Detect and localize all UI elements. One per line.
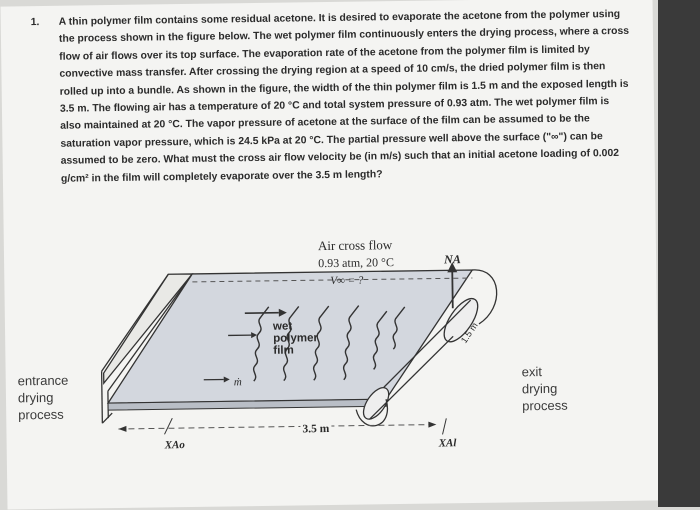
exit-line3: process <box>522 397 568 415</box>
entrance-line3: process <box>18 406 69 424</box>
drying-process-figure <box>92 226 596 498</box>
entrance-line2: drying <box>18 389 69 407</box>
wet-label-line2: polymer <box>273 332 318 345</box>
exit-line2: drying <box>522 380 568 398</box>
length-label: 3.5 m <box>300 422 331 437</box>
width-label: 1.5 m <box>457 320 482 347</box>
entrance-line1: entrance <box>18 372 69 390</box>
background-edge <box>658 0 700 507</box>
entrance-label <box>18 372 69 424</box>
exit-line1: exit <box>522 363 568 381</box>
mass-flow-label: ṁ <box>234 375 242 390</box>
problem-number: 1. <box>31 14 40 32</box>
problem-statement <box>31 6 633 188</box>
wet-label-line3: film <box>273 344 318 357</box>
page-sheet <box>1 0 660 510</box>
x-in-label: XAo <box>165 438 185 453</box>
exit-label <box>522 363 568 415</box>
air-flow-conditions: 0.93 atm, 20 °C <box>318 255 394 271</box>
wet-polymer-label <box>273 320 318 357</box>
wet-label-line1: wet <box>273 320 318 333</box>
x-out-label: XAl <box>439 436 457 451</box>
flux-label: NA <box>444 252 461 267</box>
air-velocity-label: V∞ = ? <box>330 274 363 289</box>
problem-text: A thin polymer film contains some residual acetone. It is desired to evaporate the acetone from the polymer using the process shown in the figure below. The wet polymer film continuously enters the drying process, where a cross flow of air flows over its top surface. The evaporation rate of the acetone from the polymer film is limited by convective mass transfer. After crossing the drying region at a speed of 10 cm/s, the dried polymer film is then rolled up into a bundle. As shown in the figure, the width of the thin polymer film is 1.5 m and the exposed length is 3.5 m. The flowing air has a temperature of 20 °C and total system pressure of 0.93 atm. The wet polymer film is also maintained at 20 °C. The vapor pressure of acetone at the surface of the film can be assumed to be the saturation vapor pressure, which is 24.5 kPa at 20 °C. The partial pressure well above the surface ("∞") can be assumed to be zero. What must the cross air flow velocity be (in m/s) such that an initial acetone loading of 0.002 g/cm² in the film will completely evaporate over the 3.5 m length? <box>59 6 633 188</box>
air-flow-title: Air cross flow <box>318 237 393 253</box>
